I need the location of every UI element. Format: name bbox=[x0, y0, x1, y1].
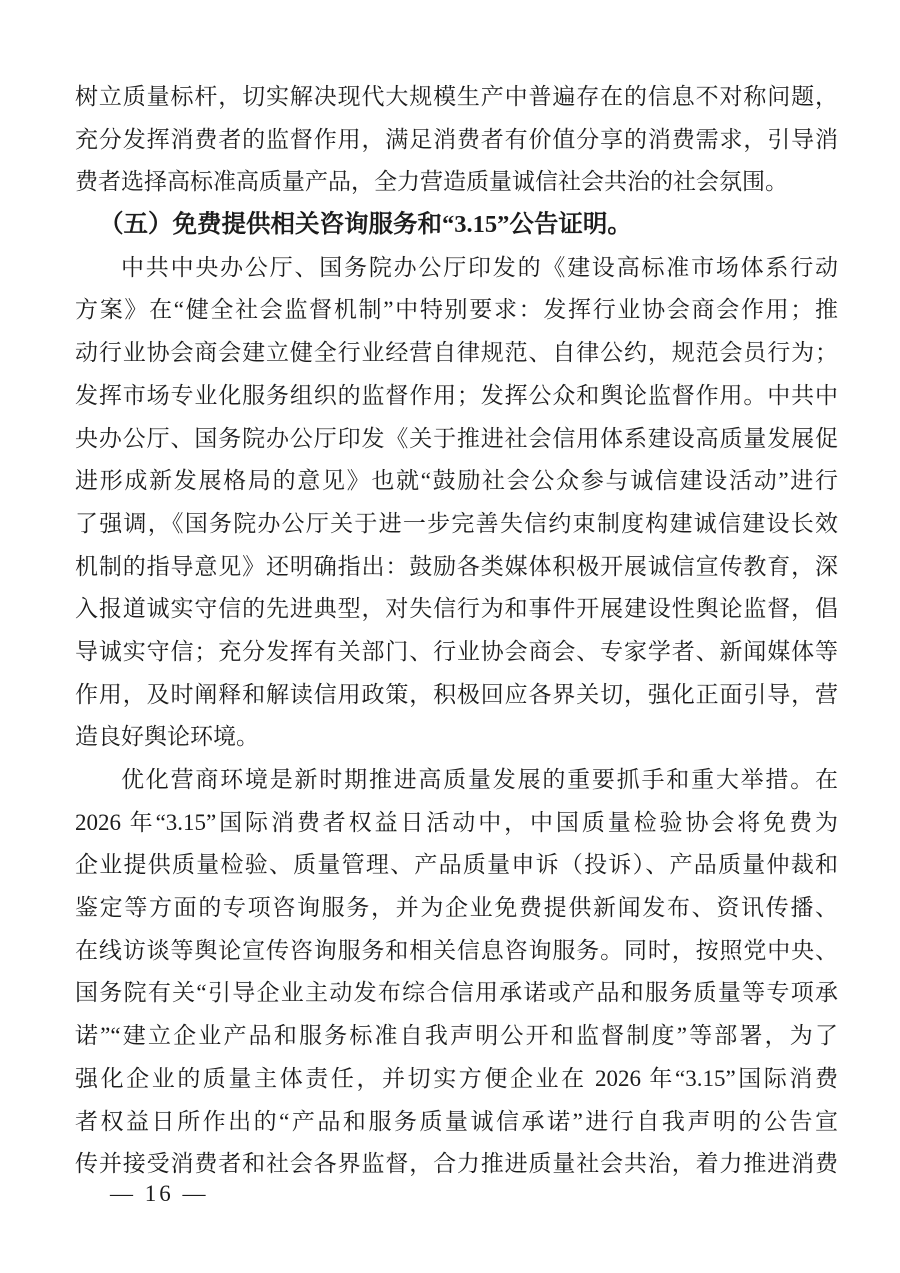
text-line: 国务院有关“引导企业主动发布综合信用承诺或产品和服务质量等专项承 bbox=[75, 980, 838, 1006]
text-line: 优化营商环境是新时期推进高质量发展的重要抓手和重大举措。在 bbox=[121, 767, 838, 792]
text-line: 作用，及时阐释和解读信用政策，积极回应各界关切，强化正面引导，营 bbox=[75, 681, 838, 707]
text-line: 方案》在“健全社会监督机制”中特别要求：发挥行业协会商会作用；推 bbox=[75, 297, 838, 323]
text-line: 传并接受消费者和社会各界监督，合力推进质量社会共治，着力推进消费 bbox=[75, 1151, 838, 1177]
text-line: 中共中央办公厅、国务院办公厅印发的《建设高标准市场体系行动 bbox=[121, 254, 838, 280]
text-line: 2026 年“3.15”国际消费者权益日活动中，中国质量检验协会将免费为 bbox=[75, 809, 838, 835]
text-line: 发挥市场专业化服务组织的监督作用；发挥公众和舆论监督作用。中共中 bbox=[75, 382, 838, 408]
page-number: — 16 — bbox=[110, 1181, 209, 1206]
text-line: 强化企业的质量主体责任，并切实方便企业在 2026 年“3.15”国际消费 bbox=[75, 1065, 838, 1091]
text-line: 动行业协会商会建立健全行业经营自律规范、自律公约，规范会员行为； bbox=[75, 340, 838, 366]
text-line: 诺”“建立企业产品和服务标准自我声明公开和监督制度”等部署，为了 bbox=[75, 1023, 838, 1049]
text-line: 在线访谈等舆论宣传咨询服务和相关信息咨询服务。同时，按照党中央、 bbox=[75, 937, 838, 963]
text-line: 企业提供质量检验、质量管理、产品质量申诉（投诉）、产品质量仲裁和 bbox=[75, 852, 838, 878]
text-line: 了强调，《国务院办公厅关于进一步完善失信约束制度构建诚信建设长效 bbox=[75, 510, 838, 536]
text-line: 央办公厅、国务院办公厅印发《关于推进社会信用体系建设高质量发展促 bbox=[75, 425, 838, 451]
text-line: 进形成新发展格局的意见》也就“鼓励社会公众参与诚信建设活动”进行 bbox=[75, 468, 838, 494]
text-line: 树立质量标杆，切实解决现代大规模生产中普遍存在的信息不对称问题， bbox=[75, 84, 838, 109]
text-line: 导诚实守信；充分发挥有关部门、行业协会商会、专家学者、新闻媒体等 bbox=[75, 638, 838, 664]
text-line: 充分发挥消费者的监督作用，满足消费者有价值分享的消费需求，引导消 bbox=[75, 126, 838, 152]
text-line: 造良好舆论环境。 bbox=[75, 724, 259, 750]
section-heading: （五）免费提供相关咨询服务和“3.15”公告证明。 bbox=[99, 211, 632, 239]
text-line: 费者选择高标准高质量产品，全力营造质量诚信社会共治的社会氛围。 bbox=[75, 169, 788, 195]
text-line: 机制的指导意见》还明确指出：鼓励各类媒体积极开展诚信宣传教育，深 bbox=[75, 553, 838, 579]
text-line: 鉴定等方面的专项咨询服务，并为企业免费提供新闻发布、资讯传播、 bbox=[75, 895, 838, 921]
text-line: 入报道诚实守信的先进典型，对失信行为和事件开展建设性舆论监督，倡 bbox=[75, 596, 838, 622]
text-line: 者权益日所作出的“产品和服务质量诚信承诺”进行自我声明的公告宣 bbox=[75, 1108, 838, 1134]
text-block bbox=[75, 76, 838, 1186]
